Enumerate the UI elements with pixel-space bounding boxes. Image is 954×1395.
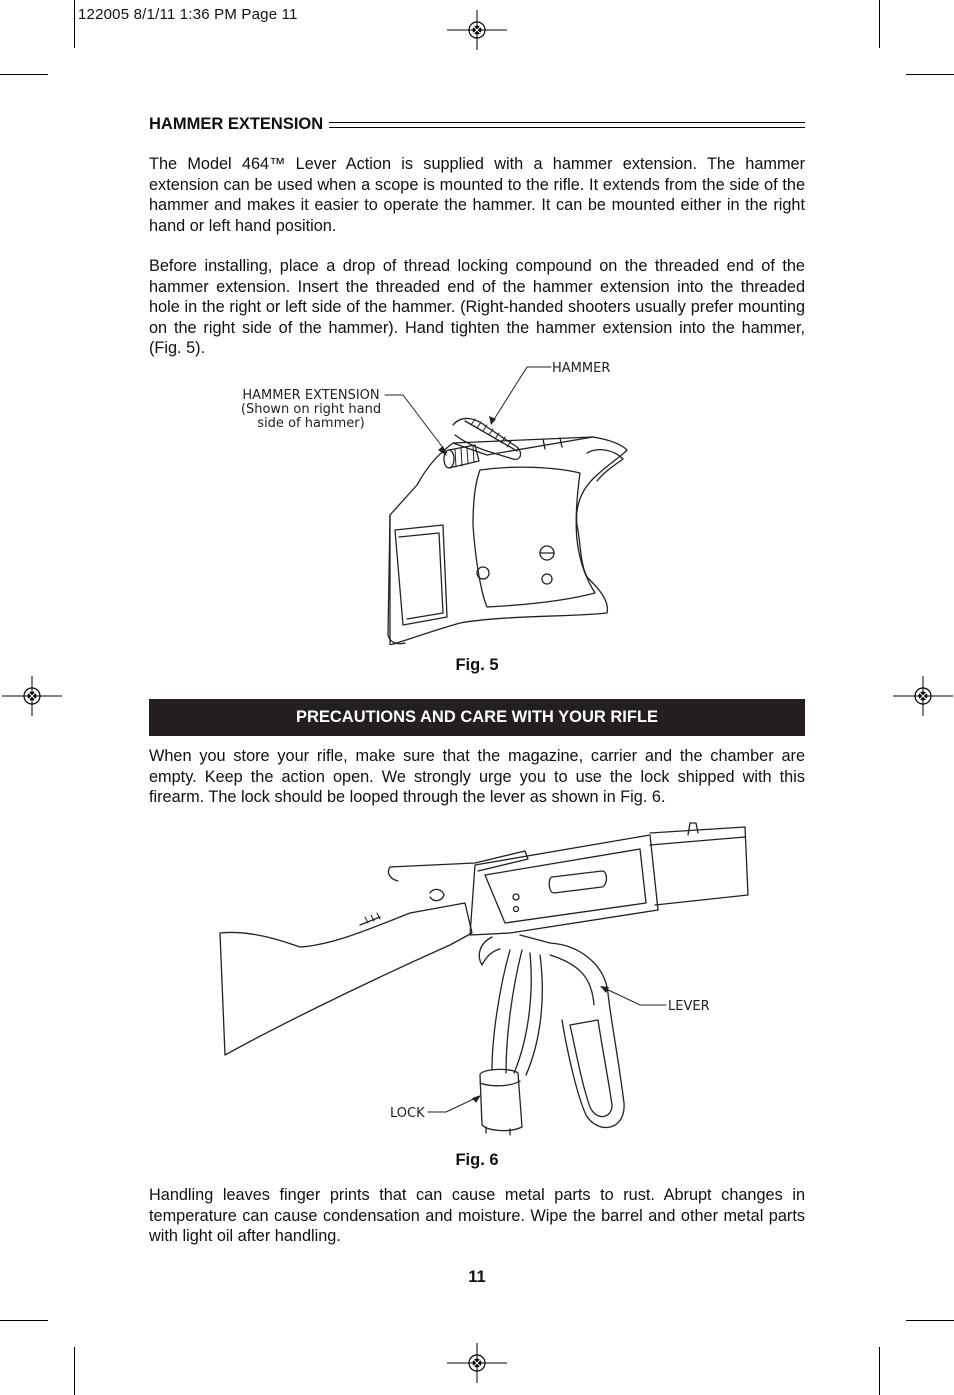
paragraph-handling: Handling leaves finger prints that can cause metal parts to rust. Abrupt changes in temperature can cause condensation and moisture. Wipe the barrel and other metal parts with light oil after handling. (149, 1186, 805, 1246)
crop-mark (906, 74, 954, 75)
section-heading-hammer-extension (149, 114, 805, 134)
registration-mark-icon (893, 676, 953, 716)
callout-lever: LEVER (668, 999, 710, 1014)
callout-hammer-extension-note-2: side of hammer) (257, 416, 365, 431)
crop-mark (879, 0, 880, 48)
heading-rule (329, 122, 805, 128)
crop-mark (0, 74, 48, 75)
crop-mark (74, 0, 75, 48)
print-slug: 122005 8/1/11 1:36 PM Page 11 (78, 6, 298, 23)
figure-caption-fig6: Fig. 6 (455, 1151, 499, 1169)
crop-mark (0, 1320, 48, 1321)
registration-mark-icon (447, 10, 507, 50)
section-banner-precautions: PRECAUTIONS AND CARE WITH YOUR RIFLE (149, 699, 805, 736)
registration-mark-icon (2, 676, 62, 716)
figure-5-illustration (225, 355, 645, 645)
callout-hammer-extension: HAMMER EXTENSION (242, 388, 380, 403)
page-number: 11 (468, 1268, 486, 1286)
figure-caption-fig5: Fig. 5 (455, 656, 499, 674)
callout-hammer: HAMMER (552, 361, 611, 376)
paragraph-storage: When you store your rifle, make sure that the magazine, carrier and the chamber are empty. Keep the action open. We strongly urge you to use the lock shipped with this firearm. The lock should be looped through the lever as shown in Fig. 6. (149, 747, 805, 807)
callout-hammer-extension-note-1: (Shown on right hand (240, 402, 382, 417)
heading-text: HAMMER EXTENSION (149, 114, 324, 133)
registration-mark-icon (447, 1343, 507, 1383)
paragraph-hammer-install: Before installing, place a drop of thread locking compound on the threaded end of the hammer extension. Insert the threaded end of the hammer extension into the threaded hole in the right or left side of the hammer. (Right-handed shooters usually prefer mounting on the right side of the hammer). Hand tighten the hammer extension into the hammer, (Fig. 5). (149, 257, 805, 358)
paragraph-hammer-intro: The Model 464™ Lever Action is supplied with a hammer extension. The hammer extension can be used when a scope is mounted to the rifle. It extends from the side of the hammer and makes it easier to operate the hammer. It can be mounted either in the right hand or left hand position. (149, 155, 805, 235)
crop-mark (906, 1320, 954, 1321)
figure-6-illustration (210, 815, 750, 1140)
callout-lock: LOCK (390, 1106, 425, 1121)
crop-mark (879, 1347, 880, 1395)
crop-mark (74, 1347, 75, 1395)
